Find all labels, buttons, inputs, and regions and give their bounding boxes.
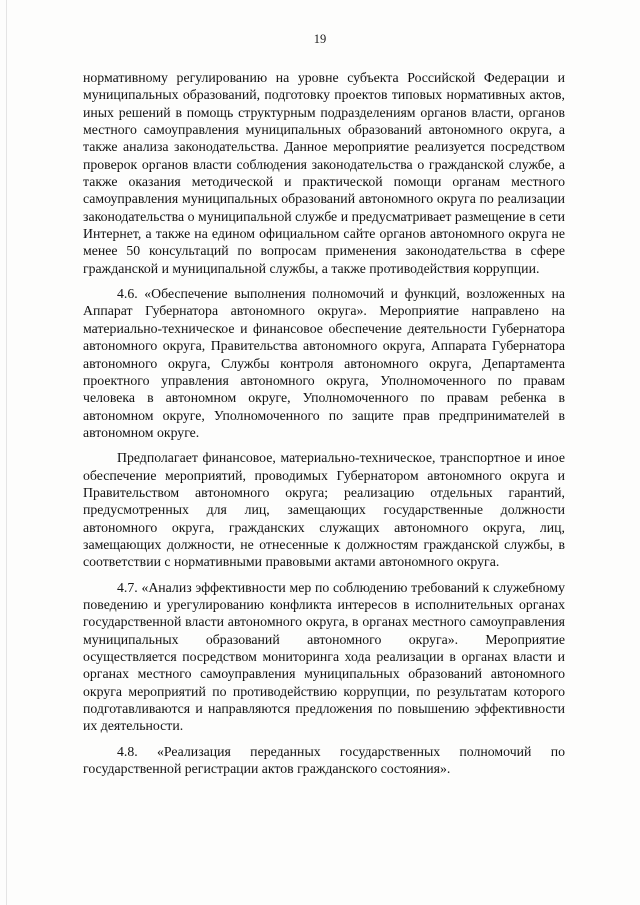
page-number: 19 (313, 32, 327, 46)
paragraph-continuation: нормативному регулированию на уровне субъекта Российской Федерации и муниципальных образований, подготовку проектов типовых нормативных актов, иных решений в помощь структурным подразделениям органов власти, органов местного самоуправления муниципальных образований автономного округа, а также анализа законодательства. Данное мероприятие реализуется посредством проверок органов власти соблюдения законодательства о гражданской службе, а также оказания методической и практической помощи органам местного самоуправления муниципальных образований автономного округа по реализации законодательства о муниципальной службе и предусматривает размещение в сети Интернет, а также на едином официальном сайте органов автономного округа не менее 50 консультаций по вопросам применения законодательства в сфере гражданской и муниципальной службы, а также противодействия коррупции. (83, 70, 565, 276)
paragraph-4-6: 4.6. «Обеспечение выполнения полномочий и функций, возложенных на Аппарат Губернатора автономного округа». Мероприятие направлено на материально-техническое и финансовое обеспечение деятельности Губернатора автономного округа, Правительства автономного округа, Аппарата Губернатора автономного округа, Службы контроля автономного округа, Департамента проектного управления автономного округа, Уполномоченного по правам человека в автономном округе, Уполномоченного по правам ребенка в автономном округе, Уполномоченного по защите прав предпринимателей в автономном округе. (83, 286, 565, 440)
paragraph-4-7: 4.7. «Анализ эффективности мер по соблюдению требований к служебному поведению и урегулированию конфликта интересов в исполнительных органах государственной власти автономного округа, в органах местного самоуправления муниципальных образований автономного округа». Мероприятие осуществляется посредством мониторинга хода реализации в органах власти и органах местного самоуправления муниципальных образований автономного округа мероприятий по противодействию коррупции, по результатам которого подготавливаются и направляются предложения по повышению эффективности их деятельности. (83, 579, 565, 734)
paragraph-4-6-details: Предполагает финансовое, материально-техническое, транспортное и иное обеспечение мероприятий, проводимых Губернатором автономного округа и Правительством автономного округа; реализацию отдельных гарантий, предусмотренных для лиц, замещающих государственные должности автономного округа, гражданских служащих автономного округа, лиц, замещающих должности, не отнесенные к должностям гражданской службы, в соответствии с нормативными правовыми актами автономного округа. (83, 450, 565, 570)
paragraph-4-8: 4.8. «Реализация переданных государственных полномочий по государственной регистрации актов гражданского состояния». (83, 743, 565, 777)
scan-edge-shadow (6, 0, 7, 905)
document-body (83, 69, 565, 777)
